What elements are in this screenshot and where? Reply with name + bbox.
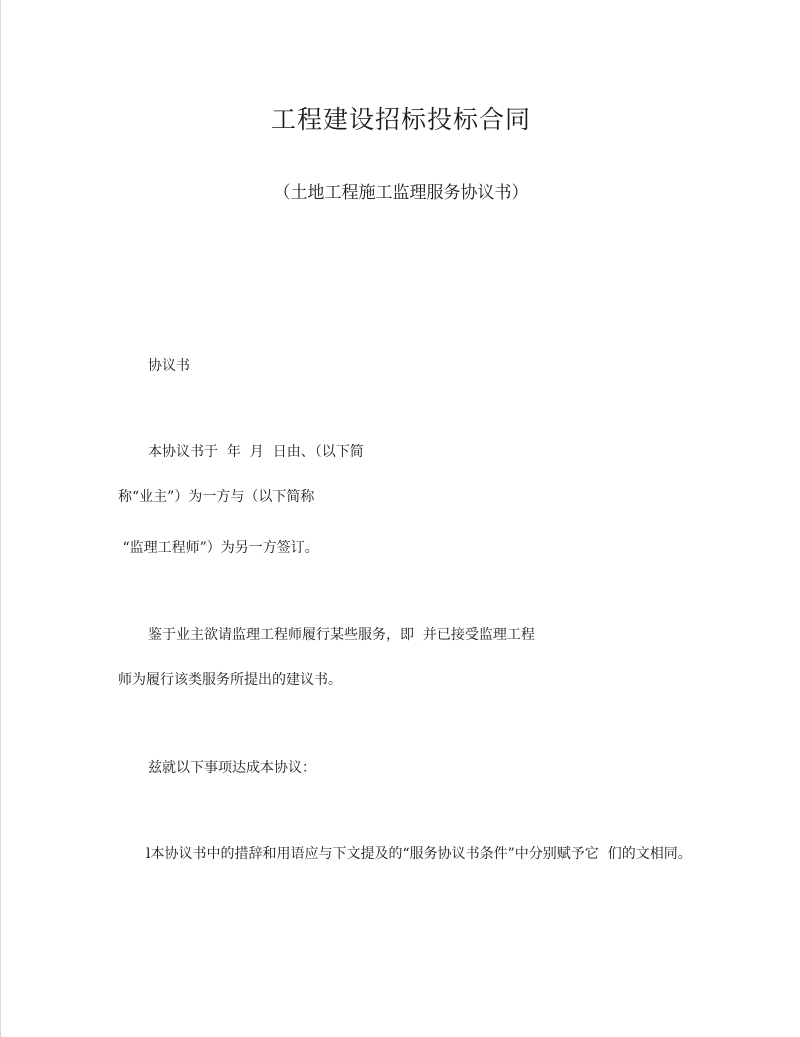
clause-1: l本协议书中的措辞和用语应与下文提及的“服务协议书条件”中分别赋予它 们的文相同。 bbox=[146, 846, 692, 862]
paragraph-1-line-2: 称“业主”）为一方与（以下简称 bbox=[118, 489, 315, 505]
document-subtitle: （土地工程施工监理服务协议书） bbox=[273, 183, 529, 203]
paragraph-2-line-1: 鉴于业主欲请监理工程师履行某些服务，即 并已接受监理工程 bbox=[148, 627, 535, 643]
paragraph-2-line-2: 师为履行该类服务所提出的建议书。 bbox=[118, 672, 342, 688]
paragraph-3: 兹就以下事项达成本协议： bbox=[148, 760, 316, 776]
paragraph-1-line-1: 本协议书于 年 月 日由、（以下简 bbox=[148, 444, 364, 460]
paragraph-1-line-3: “监理工程师”）为另一方签订。 bbox=[118, 540, 319, 556]
section-heading: 协议书 bbox=[148, 358, 190, 374]
document-title: 工程建设招标投标合同 bbox=[270, 105, 531, 134]
